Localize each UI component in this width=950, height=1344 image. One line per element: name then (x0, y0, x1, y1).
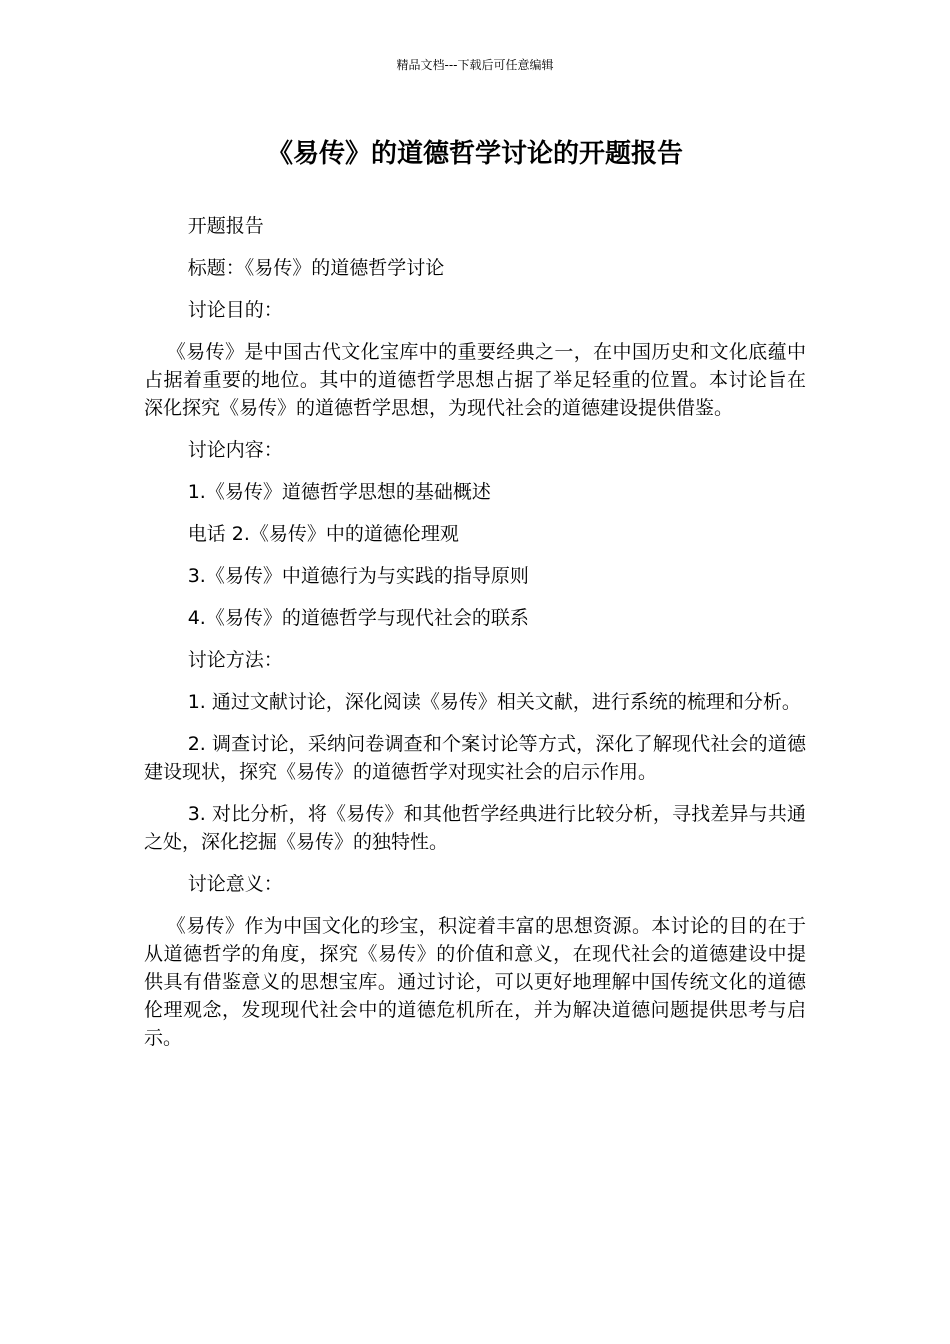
content-item-4: 4.《易传》的道德哲学与现代社会的联系 (187, 607, 529, 629)
content-item-1: 1.《易传》道德哲学思想的基础概述 (187, 481, 491, 503)
section-heading-content: 讨论内容： (187, 439, 283, 461)
method-item-1: 1. 通过文献讨论，深化阅读《易传》相关文献，进行系统的梳理和分析。 (187, 691, 801, 713)
content-item-2: 电话 2.《易传》中的道德伦理观 (187, 523, 459, 545)
topic-line: 标题：《易传》的道德哲学讨论 (187, 257, 445, 279)
page-header-note: 精品文档---下载后可任意编辑 (396, 58, 554, 72)
section-heading-method: 讨论方法： (187, 649, 283, 671)
section-heading-significance: 讨论意义： (187, 873, 283, 895)
purpose-paragraph: 《易传》是中国古代文化宝库中的重要经典之一，在中国历史和文化底蕴中占据着重要的地位。其中的道德哲学思想占据了举足轻重的位置。本讨论旨在深化探究《易传》的道德哲学思想，为现代社会的道德建设提供借鉴。 (144, 341, 806, 419)
method-item-3: 3. 对比分析，将《易传》和其他哲学经典进行比较分析，寻找差异与共通之处，深化挖掘《易传》的独特性。 (144, 803, 806, 853)
significance-paragraph: 《易传》作为中国文化的珍宝，积淀着丰富的思想资源。本讨论的目的在于从道德哲学的角度，探究《易传》的价值和意义，在现代社会的道德建设中提供具有借鉴意义的思想宝库。通过讨论，可以更好地理解中国传统文化的道德伦理观念，发现现代社会中的道德危机所在，并为解决道德问题提供思考与启示。 (144, 915, 806, 1049)
section-label-report: 开题报告 (187, 215, 264, 237)
content-item-3: 3.《易传》中道德行为与实践的指导原则 (187, 565, 529, 587)
document-body (144, 212, 806, 1066)
method-item-2: 2. 调查讨论，采纳问卷调查和个案讨论等方式，深化了解现代社会的道德建设现状，探究《易传》的道德哲学对现实社会的启示作用。 (144, 733, 806, 783)
section-heading-purpose: 讨论目的： (187, 299, 283, 321)
document-title: 《易传》的道德哲学讨论的开题报告 (266, 139, 683, 169)
